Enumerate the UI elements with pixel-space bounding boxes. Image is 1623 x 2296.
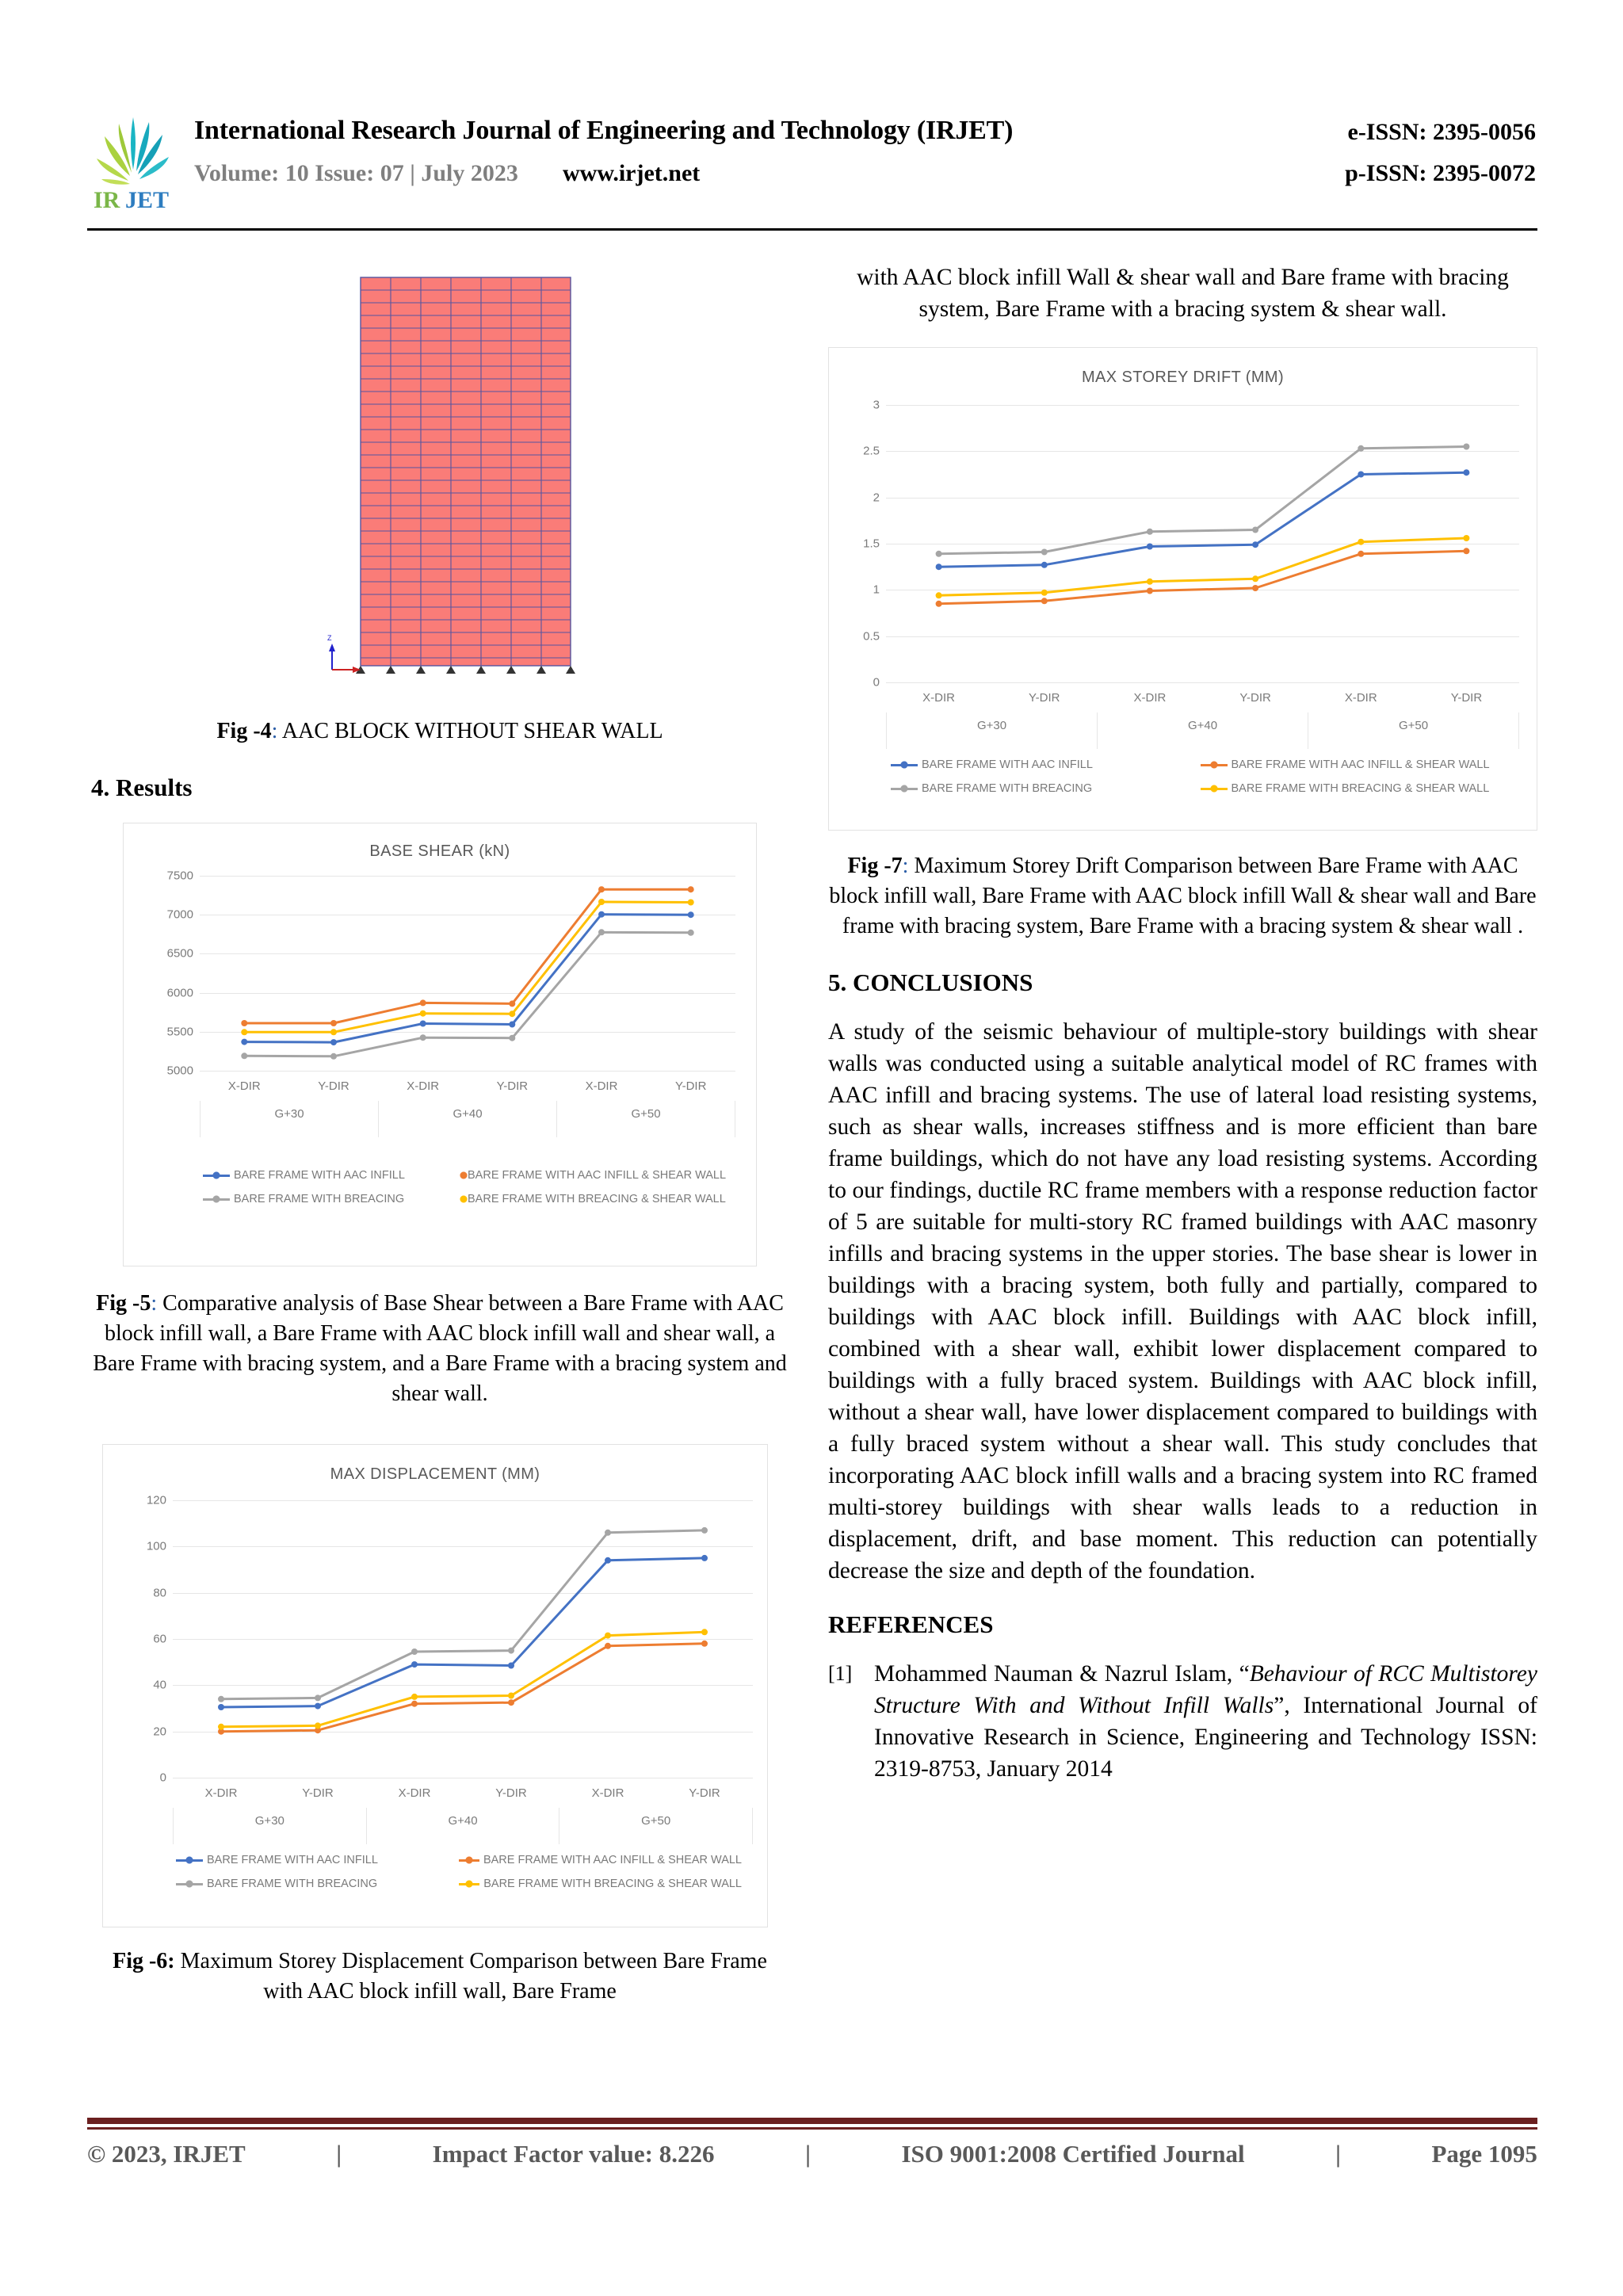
legend-label: BARE FRAME WITH BREACING — [234, 1193, 405, 1205]
y-axis-tick-label: 2.5 — [863, 444, 880, 458]
series-marker — [315, 1703, 321, 1710]
series-line — [221, 1644, 705, 1732]
series-marker — [1463, 469, 1469, 476]
chart-base-shear-category-axis — [200, 1071, 735, 1101]
category-label: X-DIR — [1344, 691, 1377, 705]
journal-website: www.irjet.net — [563, 160, 701, 186]
legend-item — [1201, 758, 1510, 771]
reference-quote-open: “ — [1239, 1661, 1250, 1687]
right-column — [828, 262, 1537, 1785]
group-label: G+30 — [886, 712, 1097, 749]
group-label: G+50 — [556, 1101, 735, 1137]
journal-title: International Research Journal of Engineering and Technology (IRJET) — [194, 116, 1014, 145]
page-footer — [87, 2140, 1537, 2168]
series-marker — [1147, 529, 1153, 535]
y-axis-tick-label: 80 — [153, 1586, 166, 1600]
chart-max-displacement-plot — [146, 1493, 753, 1785]
reference-rest: , International Journal of Innovative Research in Science, Engineering and Technology ISSN: 2319-8753, January 2014 — [874, 1693, 1537, 1782]
chart-max-displacement — [102, 1444, 768, 1927]
series-marker — [411, 1661, 418, 1668]
series-marker — [1147, 579, 1153, 585]
figure-6-label: Fig -6: — [113, 1949, 175, 1973]
chart-max-storey-drift — [828, 347, 1537, 831]
legend-swatch — [891, 764, 918, 766]
series-marker — [1147, 544, 1153, 550]
chart-series-layer — [200, 876, 735, 1071]
series-marker — [241, 1029, 247, 1035]
series-marker — [218, 1696, 224, 1702]
legend-swatch — [1201, 764, 1228, 766]
section-results-heading: 4. Results — [91, 774, 193, 801]
legend-swatch — [203, 1198, 230, 1201]
y-axis-tick-label: 7000 — [166, 907, 193, 922]
building-model-svg — [321, 269, 582, 697]
category-label: Y-DIR — [318, 1079, 349, 1093]
legend-item — [176, 1854, 459, 1866]
chart-drift-category-axis — [886, 682, 1519, 712]
chart-drift-legend — [891, 758, 1510, 806]
series-marker — [218, 1704, 224, 1710]
series-line — [244, 889, 690, 1023]
series-marker — [411, 1694, 418, 1700]
category-label: Y-DIR — [674, 1079, 707, 1093]
continued-paragraph: with AAC block infill Wall & shear wall and Bare frame with bracing system, Bare Frame with a bracing system & shear wall. — [857, 265, 1509, 322]
y-axis-tick-label: 6500 — [166, 946, 193, 961]
legend-label: BARE FRAME WITH AAC INFILL & SHEAR WALL — [1231, 758, 1490, 771]
legend-item — [891, 758, 1201, 771]
series-marker — [1358, 539, 1364, 545]
legend-label: BARE FRAME WITH AAC INFILL — [922, 758, 1093, 771]
group-label: G+50 — [559, 1808, 753, 1844]
series-marker — [218, 1724, 224, 1730]
series-marker — [1358, 445, 1364, 452]
series-marker — [1252, 575, 1258, 582]
series-marker — [605, 1557, 611, 1564]
series-marker — [605, 1633, 611, 1639]
series-marker — [330, 1020, 337, 1026]
category-label: X-DIR — [922, 691, 955, 705]
reference-number: [1] — [828, 1662, 853, 1685]
figure-6-caption-text: Maximum Storey Displacement Comparison between Bare Frame with AAC block infill wall, Bare Frame — [174, 1949, 767, 2004]
series-marker — [508, 1648, 514, 1654]
footer-iso: ISO 9001:2008 Certified Journal — [901, 2140, 1245, 2168]
chart-base-shear-group-axis — [200, 1101, 735, 1137]
series-marker — [598, 929, 605, 935]
series-marker — [1041, 549, 1048, 556]
series-marker — [1252, 585, 1258, 591]
y-axis-tick-label: 60 — [153, 1632, 166, 1646]
reference-quote-close: ” — [1274, 1693, 1285, 1718]
y-axis-tick-label: 3 — [873, 398, 880, 412]
legend-item — [459, 1878, 742, 1890]
series-marker — [1463, 444, 1469, 450]
series-marker — [1358, 472, 1364, 478]
series-marker — [330, 1029, 337, 1035]
footer-separator-1: | — [336, 2140, 342, 2168]
legend-swatch — [1201, 788, 1228, 790]
series-marker — [936, 601, 942, 607]
category-label: X-DIR — [398, 1786, 431, 1800]
chart-max-displacement-group-axis — [173, 1808, 753, 1844]
series-marker — [508, 1699, 514, 1706]
legend-swatch — [176, 1883, 203, 1885]
series-marker — [509, 1000, 515, 1007]
series-marker — [1463, 548, 1469, 554]
category-label: Y-DIR — [1239, 691, 1271, 705]
chart-base-shear-plot — [166, 869, 735, 1078]
y-axis-tick-label: 1.5 — [863, 537, 880, 551]
figure-7-label: Fig -7 — [847, 854, 903, 878]
legend-swatch — [459, 1883, 479, 1885]
legend-item — [459, 1854, 742, 1866]
chart-base-shear-legend — [203, 1169, 727, 1217]
series-marker — [509, 1010, 515, 1017]
legend-item — [891, 782, 1201, 795]
legend-item — [203, 1193, 464, 1205]
series-marker — [1041, 598, 1048, 604]
reference-item — [828, 1658, 1537, 1785]
series-marker — [420, 999, 426, 1006]
legend-swatch — [203, 1175, 230, 1177]
series-marker — [330, 1053, 337, 1060]
series-marker — [1358, 551, 1364, 557]
y-axis-tick-label: 20 — [153, 1725, 166, 1739]
legend-item — [464, 1169, 727, 1182]
series-marker — [420, 1021, 426, 1027]
legend-label: BARE FRAME WITH AAC INFILL — [234, 1169, 405, 1182]
series-marker — [411, 1648, 418, 1655]
y-axis-tick-label: 5000 — [166, 1064, 193, 1078]
series-line — [221, 1558, 705, 1707]
figure-7-caption — [828, 851, 1537, 942]
chart-series-layer — [886, 405, 1519, 682]
series-line — [244, 932, 690, 1056]
legend-item — [176, 1878, 459, 1890]
series-marker — [241, 1052, 247, 1059]
group-label: G+40 — [378, 1101, 556, 1137]
legend-label: BARE FRAME WITH AAC INFILL & SHEAR WALL — [468, 1169, 727, 1182]
svg-text:JET: JET — [125, 187, 170, 213]
chart-max-storey-drift-title: MAX STOREY DRIFT (MM) — [1081, 369, 1285, 386]
chart-max-displacement-category-axis — [173, 1778, 753, 1808]
footer-page-number: Page 1095 — [1431, 2140, 1537, 2168]
reference-text — [874, 1658, 1537, 1785]
footer-rule-thick — [87, 2118, 1537, 2124]
category-label: Y-DIR — [689, 1786, 720, 1800]
series-line — [244, 902, 690, 1032]
category-label: Y-DIR — [1029, 691, 1060, 705]
chart-base-shear — [123, 823, 757, 1266]
category-label: X-DIR — [204, 1786, 238, 1800]
figure-5-caption-text: Comparative analysis of Base Shear between a Bare Frame with AAC block infill wall, a Bare Frame with AAC block infill wall and shear wall, a Bare Frame with bracing system, and a Bare Frame with a bracing system and shear wall. — [93, 1291, 787, 1406]
series-marker — [605, 1643, 611, 1649]
series-marker — [688, 900, 694, 906]
series-marker — [241, 1020, 247, 1026]
series-marker — [605, 1530, 611, 1536]
category-label: Y-DIR — [302, 1786, 334, 1800]
category-label: X-DIR — [227, 1079, 261, 1093]
legend-swatch — [891, 788, 918, 790]
legend-item — [203, 1169, 464, 1182]
series-marker — [701, 1641, 708, 1647]
svg-text:Z: Z — [327, 634, 332, 642]
series-marker — [315, 1722, 321, 1729]
section-conclusions-heading: 5. CONCLUSIONS — [828, 968, 1033, 996]
chart-drift-group-axis — [886, 712, 1519, 749]
figure-5-colon: : — [151, 1291, 158, 1316]
legend-swatch — [176, 1859, 203, 1862]
footer-impact-factor: Impact Factor value: 8.226 — [432, 2140, 715, 2168]
footer-rule-thin — [87, 2127, 1537, 2130]
y-axis-tick-label: 100 — [146, 1539, 166, 1553]
section-references-heading: REFERENCES — [828, 1610, 994, 1638]
series-marker — [1252, 541, 1258, 548]
category-label: X-DIR — [1133, 691, 1167, 705]
legend-label: BARE FRAME WITH AAC INFILL & SHEAR WALL — [483, 1854, 742, 1866]
legend-item — [1201, 782, 1510, 795]
series-marker — [701, 1629, 708, 1635]
series-marker — [420, 1034, 426, 1041]
series-marker — [1252, 527, 1258, 533]
category-label: Y-DIR — [1450, 691, 1483, 705]
group-label: G+50 — [1308, 712, 1519, 749]
chart-max-storey-drift-plot — [863, 398, 1519, 690]
volume-issue: Volume: 10 Issue: 07 | July 2023 — [194, 160, 518, 186]
series-marker — [508, 1663, 514, 1669]
series-marker — [420, 1010, 426, 1017]
series-marker — [411, 1701, 418, 1707]
y-axis-tick-label: 5500 — [166, 1025, 193, 1039]
y-axis-tick-label: 1 — [873, 583, 880, 597]
series-marker — [701, 1527, 708, 1534]
figure-4-label: Fig -4 — [216, 719, 272, 743]
chart-series-layer — [173, 1500, 753, 1778]
eissn: e-ISSN: 2395-0056 — [1347, 119, 1536, 145]
category-label: X-DIR — [585, 1079, 618, 1093]
group-label: G+30 — [173, 1808, 366, 1844]
category-label: X-DIR — [407, 1079, 440, 1093]
reference-title: Behaviour of RCC Multistorey Structure With and Without Infill Walls — [874, 1661, 1537, 1718]
group-label: G+40 — [366, 1808, 559, 1844]
series-marker — [509, 1022, 515, 1028]
chart-max-displacement-legend — [176, 1854, 742, 1901]
series-marker — [936, 551, 942, 557]
series-marker — [241, 1039, 247, 1045]
figure-4-caption-text: AAC BLOCK WITHOUT SHEAR WALL — [277, 719, 663, 743]
legend-label: BARE FRAME WITH BREACING — [922, 782, 1093, 795]
reference-authors: Mohammed Nauman & Nazrul Islam, — [874, 1661, 1239, 1687]
legend-label: BARE FRAME WITH BREACING & SHEAR WALL — [483, 1878, 742, 1890]
figure-7-caption-text: Maximum Storey Drift Comparison between Bare Frame with AAC block infill wall, Bare Frame with AAC block infill Wall & shear wall and Bare frame with bracing system, Bare Frame with a bracing system & shear wall . — [829, 854, 1537, 938]
figure-5-label: Fig -5 — [96, 1291, 151, 1316]
footer-separator-2: | — [805, 2140, 811, 2168]
series-marker — [1041, 590, 1048, 596]
series-marker — [598, 899, 605, 905]
series-line — [221, 1530, 705, 1699]
group-label: G+30 — [200, 1101, 378, 1137]
header-divider — [87, 228, 1537, 231]
legend-swatch — [459, 1859, 479, 1862]
chart-max-displacement-title: MAX DISPLACEMENT (MM) — [330, 1465, 540, 1483]
footer-separator-3: | — [1335, 2140, 1341, 2168]
legend-item — [464, 1193, 724, 1205]
y-axis-tick-label: 120 — [146, 1493, 166, 1507]
figure-4-colon: : — [271, 719, 278, 743]
y-axis-tick-label: 40 — [153, 1678, 166, 1692]
series-marker — [936, 592, 942, 598]
series-marker — [508, 1693, 514, 1699]
y-axis-tick-label: 2 — [873, 491, 880, 505]
y-axis-tick-label: 0 — [873, 675, 880, 690]
pissn: p-ISSN: 2395-0072 — [1345, 160, 1536, 186]
conclusions-paragraph: A study of the seismic behaviour of multiple-story buildings with shear walls was conducted using a suitable analytical model of RC frames with AAC infill and bracing systems. The use of lateral load resisting systems, such as shear walls, increases stiffness and is more efficient than bare frame buildings, which do not have any load resisting systems. According to our findings, ductile RC frame members with a response reduction factor of 5 are suitable for multi-story RC framed buildings with AAC masonry infills and bracing systems in the upper stories. The base shear is lower in buildings with a bracing system, both fully and partially, compared to buildings with AAC block infill. Buildings with AAC block infill, combined with a shear wall, exhibit lower displacement compared to buildings with a fully braced system. Buildings with AAC block infill, without a shear wall, have lower displacement compared to buildings with a fully braced system without a shear wall. This study concludes that incorporating AAC block infill walls and a bracing system into RC framed multi-storey buildings with shear walls leads to a reduction in displacement, drift, and base moment. This reduction can potentially decrease the size and depth of the foundation. — [828, 1019, 1537, 1584]
y-axis-tick-label: 0 — [159, 1771, 166, 1785]
series-marker — [688, 911, 694, 918]
y-axis-tick-label: 7500 — [166, 869, 193, 883]
series-marker — [701, 1555, 708, 1561]
y-axis-tick-label: 0.5 — [863, 629, 880, 644]
chart-base-shear-title: BASE SHEAR (kN) — [369, 842, 510, 860]
legend-label: BARE FRAME WITH BREACING — [207, 1878, 378, 1890]
series-marker — [598, 886, 605, 892]
footer-copyright: © 2023, IRJET — [87, 2140, 246, 2168]
irjet-logo — [87, 111, 182, 214]
category-label: Y-DIR — [495, 1786, 527, 1800]
figure-4-model — [91, 262, 789, 721]
legend-label: BARE FRAME WITH BREACING & SHEAR WALL — [1231, 782, 1490, 795]
legend-label: BARE FRAME WITH AAC INFILL — [207, 1854, 378, 1866]
figure-5-caption — [91, 1289, 789, 1409]
category-label: X-DIR — [591, 1786, 624, 1800]
figure-7-colon: : — [902, 854, 909, 878]
series-marker — [315, 1694, 321, 1701]
series-marker — [598, 911, 605, 918]
series-marker — [688, 886, 694, 892]
series-marker — [936, 563, 942, 570]
y-axis-tick-label: 6000 — [166, 986, 193, 1000]
legend-label: BARE FRAME WITH BREACING & SHEAR WALL — [468, 1193, 726, 1205]
series-marker — [1041, 562, 1048, 568]
series-marker — [1463, 535, 1469, 541]
series-marker — [1147, 588, 1153, 594]
category-label: Y-DIR — [496, 1079, 529, 1093]
series-marker — [330, 1039, 337, 1045]
group-label: G+40 — [1097, 712, 1308, 749]
series-marker — [688, 930, 694, 936]
page-header — [87, 111, 1537, 222]
svg-text:IR: IR — [94, 187, 120, 213]
series-line — [939, 551, 1467, 604]
left-column — [91, 262, 789, 2007]
series-line — [939, 447, 1467, 554]
series-marker — [509, 1035, 515, 1041]
figure-6-caption — [91, 1946, 789, 2007]
